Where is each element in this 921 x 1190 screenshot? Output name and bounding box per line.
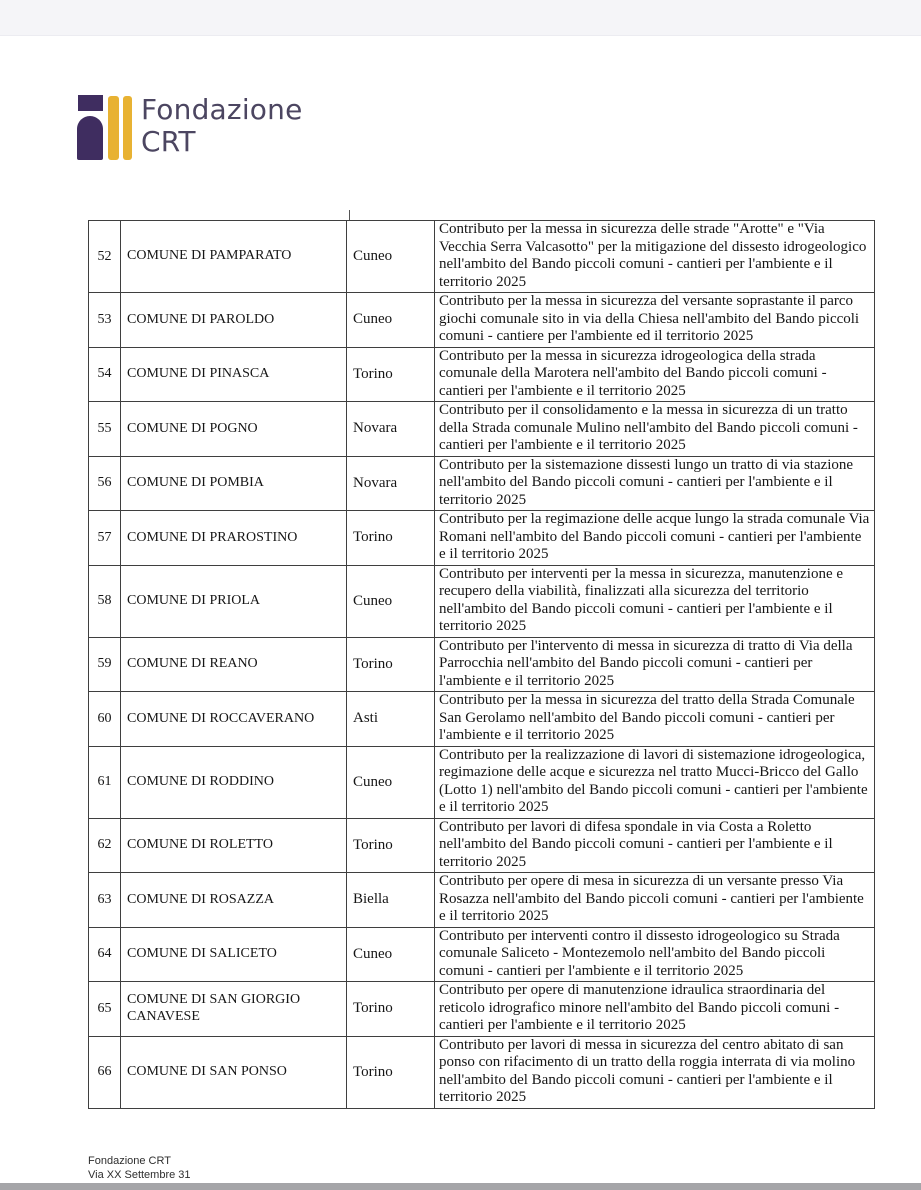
comune-cell: COMUNE DI PRIOLA [121,565,347,637]
row-number-cell: 56 [89,456,121,511]
comune-cell: COMUNE DI PAMPARATO [121,221,347,293]
table-row [89,293,875,348]
table-row [89,511,875,566]
provincia-cell: Torino [347,818,435,873]
comune-cell: COMUNE DI ROCCAVERANO [121,692,347,747]
table-row [89,982,875,1037]
descrizione-cell: Contributo per la messa in sicurezza del versante soprastante il parco giochi comunale sito in via della Chiesa nell'ambito del Bando piccoli comuni - cantiere per l'ambiente ed il territorio 2025 [435,293,875,348]
comune-cell: COMUNE DI SAN PONSO [121,1036,347,1108]
provincia-cell: Torino [347,347,435,402]
logo-wordmark-line1: Fondazione [141,93,303,126]
descrizione-cell: Contributo per opere di manutenzione idraulica straordinaria del reticolo idrografico minore nell'ambito del Bando piccoli comuni - cantieri per l'ambiente e il territorio 2025 [435,982,875,1037]
table-row [89,637,875,692]
table-row [89,692,875,747]
row-number-cell: 65 [89,982,121,1037]
logo-wordmark [141,94,303,158]
comune-cell: COMUNE DI PAROLDO [121,293,347,348]
comune-cell: COMUNE DI REANO [121,637,347,692]
row-number-cell: 52 [89,221,121,293]
table-row [89,347,875,402]
comune-cell: COMUNE DI POGNO [121,402,347,457]
provincia-cell: Cuneo [347,927,435,982]
row-number-cell: 62 [89,818,121,873]
row-number-cell: 57 [89,511,121,566]
table-row [89,1036,875,1108]
page-footer [88,1155,191,1182]
logo-gold-bar-1 [108,96,119,160]
descrizione-cell: Contributo per lavori di messa in sicurezza del centro abitato di san ponso con rifacimento di un tratto della roggia interrata di via molino nell'ambito del Bando piccoli comuni - cantieri per l'ambiente e il territorio 2025 [435,1036,875,1108]
logo-gold-bar-2 [123,96,132,160]
provincia-cell: Biella [347,873,435,928]
footer-org-name: Fondazione CRT [88,1155,171,1167]
top-strip [0,0,921,36]
descrizione-cell: Contributo per opere di mesa in sicurezza di un versante presso Via Rosazza nell'ambito del Bando piccoli comuni - cantieri per l'ambiente e il territorio 2025 [435,873,875,928]
provincia-cell: Cuneo [347,746,435,818]
descrizione-cell: Contributo per la messa in sicurezza delle strade "Arotte" e "Via Vecchia Serra Valcasotto" per la mitigazione del dissesto idrogeologico nell'ambito del Bando piccoli comuni - cantieri per l'ambiente e il territorio 2025 [435,221,875,293]
provincia-cell: Torino [347,982,435,1037]
provincia-cell: Cuneo [347,293,435,348]
table-row [89,402,875,457]
grants-table [88,220,875,1109]
comune-cell: COMUNE DI ROLETTO [121,818,347,873]
row-number-cell: 66 [89,1036,121,1108]
logo-wordmark-line2: CRT [141,125,196,158]
row-number-cell: 64 [89,927,121,982]
provincia-cell: Asti [347,692,435,747]
descrizione-cell: Contributo per la realizzazione di lavori di sistemazione idrogeologica, regimazione delle acque e sicurezza nel tratto Mucci-Bricco del Gallo (Lotto 1) nell'ambito del Bando piccoli comuni - cantieri per l'ambiente e il territorio 2025 [435,746,875,818]
provincia-cell: Torino [347,511,435,566]
table-row [89,221,875,293]
table-row [89,565,875,637]
provincia-cell: Novara [347,402,435,457]
descrizione-cell: Contributo per il consolidamento e la messa in sicurezza di un tratto della Strada comunale Mulino nell'ambito del Bando piccoli comuni - cantieri per l'ambiente e il territorio 2025 [435,402,875,457]
descrizione-cell: Contributo per lavori di difesa spondale in via Costa a Roletto nell'ambito del Bando piccoli comuni - cantieri per l'ambiente e il territorio 2025 [435,818,875,873]
descrizione-cell: Contributo per interventi contro il dissesto idrogeologico su Strada comunale Saliceto - Montezemolo nell'ambito del Bando piccoli comuni - cantieri per l'ambiente e il territorio 2025 [435,927,875,982]
row-number-cell: 58 [89,565,121,637]
table-top-tick [349,210,350,220]
comune-cell: COMUNE DI ROSAZZA [121,873,347,928]
logo-mark-icon [77,94,135,160]
row-number-cell: 61 [89,746,121,818]
comune-cell: COMUNE DI POMBIA [121,456,347,511]
row-number-cell: 60 [89,692,121,747]
grants-table-body [89,221,875,1109]
provincia-cell: Novara [347,456,435,511]
row-number-cell: 59 [89,637,121,692]
row-number-cell: 53 [89,293,121,348]
provincia-cell: Torino [347,1036,435,1108]
table-row [89,818,875,873]
descrizione-cell: Contributo per la messa in sicurezza del tratto della Strada Comunale San Gerolamo nell'ambito del Bando piccoli comuni - cantieri per l'ambiente e il territorio 2025 [435,692,875,747]
table-row [89,873,875,928]
comune-cell: COMUNE DI PINASCA [121,347,347,402]
logo-arch-shape [77,116,103,160]
table-row [89,927,875,982]
provincia-cell: Cuneo [347,221,435,293]
row-number-cell: 55 [89,402,121,457]
descrizione-cell: Contributo per la regimazione delle acque lungo la strada comunale Via Romani nell'ambito del Bando piccoli comuni - cantieri per l'ambiente e il territorio 2025 [435,511,875,566]
descrizione-cell: Contributo per interventi per la messa in sicurezza, manutenzione e recupero della viabilità, finalizzati alla sicurezza del territorio nell'ambito del Bando piccoli comuni - cantieri per l'ambiente e il territorio 2025 [435,565,875,637]
provincia-cell: Cuneo [347,565,435,637]
descrizione-cell: Contributo per la messa in sicurezza idrogeologica della strada comunale della Marotera nell'ambito del Bando piccoli comuni - cantieri per l'ambiente e il territorio 2025 [435,347,875,402]
comune-cell: COMUNE DI SALICETO [121,927,347,982]
bottom-scroll-bar [0,1183,921,1190]
table-row [89,456,875,511]
row-number-cell: 54 [89,347,121,402]
descrizione-cell: Contributo per la sistemazione dissesti lungo un tratto di via stazione nell'ambito del Bando piccoli comuni - cantieri per l'ambiente e il territorio 2025 [435,456,875,511]
comune-cell: COMUNE DI SAN GIORGIO CANAVESE [121,982,347,1037]
row-number-cell: 63 [89,873,121,928]
descrizione-cell: Contributo per l'intervento di messa in sicurezza di tratto di Via della Parrocchia nell'ambito del Bando piccoli comuni - cantieri per l'ambiente e il territorio 2025 [435,637,875,692]
table-row [89,746,875,818]
provincia-cell: Torino [347,637,435,692]
footer-address: Via XX Settembre 31 [88,1168,191,1181]
comune-cell: COMUNE DI PRAROSTINO [121,511,347,566]
comune-cell: COMUNE DI RODDINO [121,746,347,818]
logo-square-shape [78,95,103,111]
